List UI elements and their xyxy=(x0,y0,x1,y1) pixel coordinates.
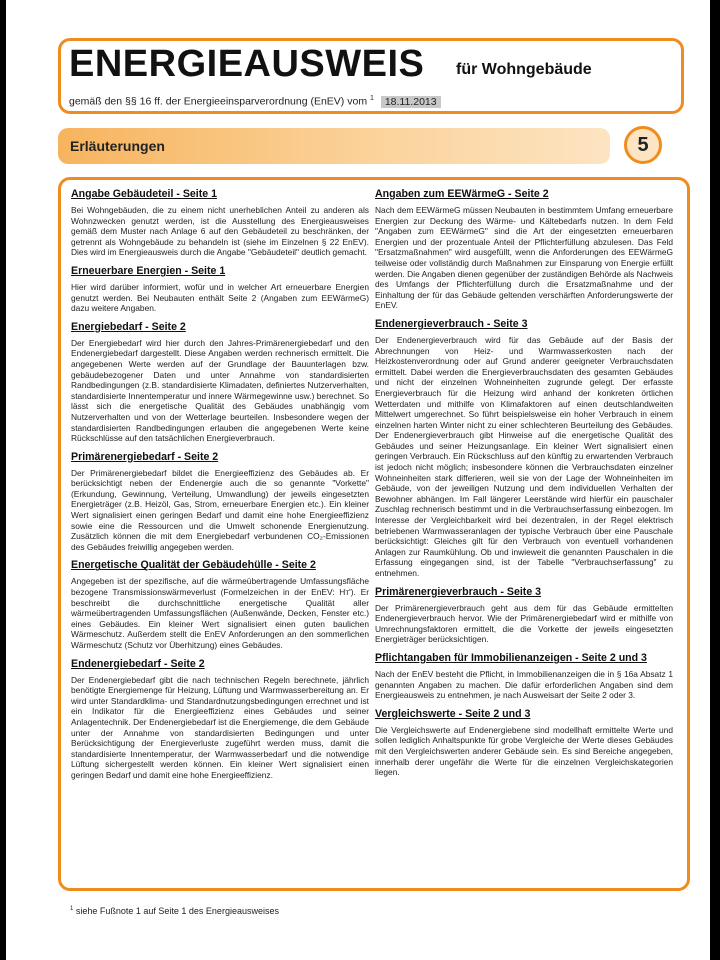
block-heading: Primärenergiebedarf - Seite 2 xyxy=(71,450,219,463)
block-heading: Endenergiebedarf - Seite 2 xyxy=(71,657,205,670)
document-header xyxy=(58,38,684,114)
explanation-block xyxy=(71,559,369,650)
explanation-block xyxy=(375,652,673,701)
left-column xyxy=(71,188,369,788)
page-right-edge xyxy=(710,0,720,960)
law-reference-text: gemäß den §§ 16 ff. der Energieeinsparverordnung (EnEV) vom xyxy=(69,95,370,108)
block-text: Nach der EnEV besteht die Pflicht, in Immobilienanzeigen die in § 16a Absatz 1 genannten Angaben zu machen. Die dafür erforderlichen Angaben sind dem Energieausweis zu entnehmen, je nach Ausweisart der Seite 2 oder 3. xyxy=(375,668,673,701)
block-heading: Erneuerbare Energien - Seite 1 xyxy=(71,264,226,277)
block-heading: Energetische Qualität der Gebäudehülle - Seite 2 xyxy=(71,559,316,572)
law-reference xyxy=(69,95,441,108)
document-subtitle: für Wohngebäude xyxy=(456,61,592,78)
right-column xyxy=(375,188,673,785)
explanation-block xyxy=(71,451,369,553)
footnote-marker: 1 xyxy=(369,95,374,102)
block-text: Angegeben ist der spezifische, auf die wärmeübertragende Umfassungsfläche bezogene Transmissionswärmeverlust (Formelzeichen in der EnEV: Hᴛ'). Er beschreibt die durchschnittliche energetische Qualität aller wärmeübertragenden Umfassungsflächen (Außenwände, Decken, Fenster etc.) eines Gebäudes. Ein kleiner Wert signalisiert einen guten baulichen Wärmeschutz. Außerdem stellt die EnEV Anforderungen an den sommerlichen Wärmeschutz (Schutz vor Überhitzung) eines Gebäudes. xyxy=(71,576,369,650)
block-heading: Energiebedarf - Seite 2 xyxy=(71,320,186,333)
block-text: Der Primärenergiebedarf bildet die Energieeffizienz des Gebäudes ab. Er berücksichtigt neben der Endenergie auch die so genannte "Vorkette" (Erkundung, Gewinnung, Verteilung, Umwandlung) der jeweils eingesetzten Energieträger (z.B. Heizöl, Gas, Strom, erneuerbare Energien etc.). Ein kleiner Wert signalisiert einen geringen Bedarf und damit eine hohe Energieeffizienz sowie eine die Ressourcen und die Umwelt schonende Energienutzung. Zusätzlich können die mit dem Energiebedarf verbundenen CO₂-Emissionen des Gebäudes freiwillig angegeben werden. xyxy=(71,467,369,552)
explanation-block xyxy=(71,321,369,444)
explanation-block xyxy=(71,265,369,314)
issue-date: 18.11.2013 xyxy=(381,96,441,108)
page-number-badge: 5 xyxy=(624,126,662,164)
document-title: ENERGIEAUSWEIS xyxy=(69,43,425,85)
explanation-block xyxy=(71,188,369,258)
block-text: Der Endenergiebedarf gibt die nach technischen Regeln berechnete, jährlich benötigte Energiemenge für Heizung, Lüftung und Warmwasserbereitung an. Er wird unter Standardklima- und Standardnutzungsbedingungen errechnet und ist ein Indikator für die Energieeffizienz eines Gebäudes und seiner Anlagentechnik. Der Endenergiebedarf ist die Energiemenge, die dem Gebäude unter der Annahme von standardisierten Bedingungen und unter Berücksichtigung der Energieverluste zugeführt werden muss, damit die standardisierte Innentemperatur, der Warmwasserbedarf und die notwendige Lüftung sichergestellt werden können. Ein kleiner Wert signalisiert einen geringen Bedarf und damit eine hohe Energieeffizienz. xyxy=(71,674,369,780)
page-left-edge xyxy=(0,0,6,960)
block-heading: Pflichtangaben für Immobilienanzeigen - Seite 2 und 3 xyxy=(375,651,647,664)
block-text: Hier wird darüber informiert, wofür und in welcher Art erneuerbare Energien genutzt werden. Bei Neubauten enthält Seite 2 (Angaben zum EEWärmeG) dazu weitere Angaben. xyxy=(71,281,369,314)
explanations-content xyxy=(58,177,690,891)
block-text: Der Energiebedarf wird hier durch den Jahres-Primärenergiebedarf und den Endenergiebedarf dargestellt. Diese Angaben werden rechnerisch ermittelt. Die angegebenen Werte werden auf der Grundlage der Bauunterlagen bzw. gebäudebezogener Daten und unter Annahme von standardisierten Randbedingungen (z.B. standardisierte Klimadaten, definiertes Nutzerverhalten, standardisierte Innentemperatur und innere Wärmegewinne usw.) berechnet. So lässt sich die energetische Qualität des Gebäudes unabhängig vom Nutzerverhalten und von der Wetterlage beurteilen. Insbesondere wegen der standardisierten Randbedingungen erlauben die angegebenen Werte keine Rückschlüsse auf den tatsächlichen Energieverbrauch. xyxy=(71,337,369,444)
block-heading: Vergleichswerte - Seite 2 und 3 xyxy=(375,707,531,720)
explanation-block xyxy=(71,658,369,781)
block-text: Nach dem EEWärmeG müssen Neubauten in bestimmtem Umfang erneuerbare Energien zur Deckung des Wärme- und Kältebedarfs nutzen. In dem Feld "Angaben zum EEWärmeG" sind die Art der eingesetzten erneuerbaren Energien und der prozentuale Anteil der Pflichterfüllung abzulesen. Das Feld "Ersatzmaßnahmen" wird ausgefüllt, wenn die Anforderungen des EEWärmeG teilweise oder vollständig durch Maßnahmen zur Einsparung von Energie erfüllt werden. Die Angaben dienen gegenüber der zuständigen Behörde als Nachweis des Umfangs der Pflichterfüllung durch die Ersatzmaßnahme und der Einhaltung der für das Gebäude geltenden verschärften Anforderungswerte der EnEV. xyxy=(375,205,673,311)
explanation-block xyxy=(375,188,673,311)
block-heading: Angabe Gebäudeteil - Seite 1 xyxy=(71,188,217,200)
block-text: Die Vergleichswerte auf Endenergiebene sind modellhaft ermittelte Werte und sollen lediglich Anhaltspunkte für grobe Vergleiche der Werte dieses Gebäudes mit den Vergleichswerten anderer Gebäude sein. Es sind Bereiche angegeben, innerhalb derer ungefähr die Werte für die einzelnen Vergleichskategorien liegen. xyxy=(375,724,673,778)
block-heading: Primärenergieverbrauch - Seite 3 xyxy=(375,585,542,598)
block-text: Bei Wohngebäuden, die zu einem nicht unerheblichen Anteil zu anderen als Wohnzwecken genutzt werden, ist die Ausstellung des Energieausweises gemäß dem Muster nach Anlage 6 auf den Gebäudeteil zu beschränken, der getrennt als Wohngebäude zu behandeln ist (siehe im Einzelnen § 22 EnEV). Dies wird im Energieausweis durch die Angabe "Gebäudeteil" deutlich gemacht. xyxy=(71,205,369,258)
explanation-block xyxy=(375,318,673,579)
footnote-number: 1 xyxy=(70,906,74,912)
block-heading: Endenergieverbrauch - Seite 3 xyxy=(375,317,528,330)
page-footnote xyxy=(70,906,279,916)
block-text: Der Endenergieverbrauch wird für das Gebäude auf der Basis der Abrechnungen von Heiz- und Warmwasserkosten nach der Heizkostenverordnung oder auf Grund anderer geeigneter Verbrauchsdaten ermittelt. Dabei werden die Energieverbrauchsdaten des gesamten Gebäudes und nicht der einzelnen Wohneinheiten zugrunde gelegt. Der erfasste Energieverbrauch für die Heizung wird anhand der konkreten örtlichen Wetterdaten und mithilfe von Klimafaktoren auf einen deutschlandweiten Mittelwert umgerechnet. So führt beispielsweise ein hoher Verbrauch in einem einzelnen harten Winter nicht zu einer schlechteren Beurteilung des Gebäudes. Der Endenergieverbrauch gibt Hinweise auf die energetische Qualität des Gebäudes und seiner Heizungsanlage. Ein kleiner Wert signalisiert einen geringen Verbrauch. Ein Rückschluss auf den künftig zu erwartenden Verbrauch ist jedoch nicht möglich; insbesondere können die Verbrauchsdaten einzelner Wohneinheiten stark differieren, weil sie von der Lage der Wohneinheiten im Gebäude, von der jeweiligen Nutzung und dem individuellen Verhalten der Bewohner abhängen. Im Fall längerer Leerstände wird hierfür ein pauschaler Zuschlag rechnerisch bestimmt und in die Verbrauchserfassung einbezogen. Im Interesse der Vergleichbarkeit wird bei dezentralen, in der Regel elektrisch betriebenen Warmwasseranlagen der typische Verbrauch über eine Pauschale berücksichtigt: Gleiches gilt für den Verbrauch von eventuell vorhandenen Anlagen zur Raumkühlung. Ob und inwieweit die genannten Pauschalen in die Erfassung eingegangen sind, ist der Tabelle "Verbrauchserfassung" zu entnehmen. xyxy=(375,334,673,578)
block-text: Der Primärenergieverbrauch geht aus dem für das Gebäude ermittelten Endenergieverbrauch hervor. Wie der Primärenergiebedarf wird er mithilfe von Umrechnungsfaktoren ermittelt, die die Vorkette der jeweils eingesetzten Energieträger berücksichtigen. xyxy=(375,602,673,645)
explanation-block xyxy=(375,586,673,645)
section-header-bar xyxy=(58,128,610,164)
block-heading: Angaben zum EEWärmeG - Seite 2 xyxy=(375,188,549,200)
footnote-text: siehe Fußnote 1 auf Seite 1 des Energieausweises xyxy=(73,906,279,916)
section-title: Erläuterungen xyxy=(70,138,165,154)
explanation-block xyxy=(375,708,673,778)
